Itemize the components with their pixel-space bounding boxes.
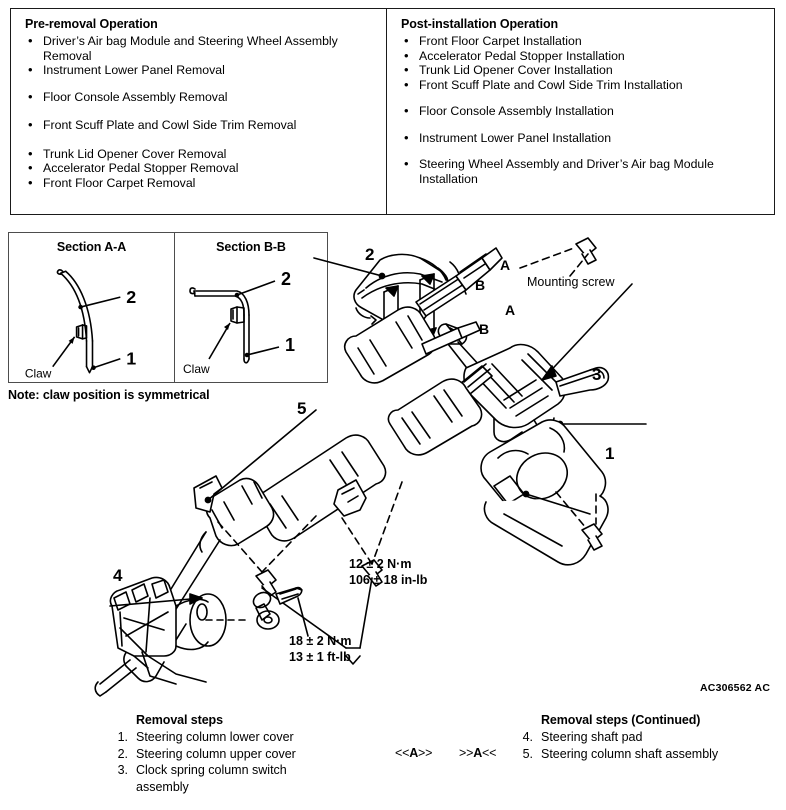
section-a-callout-1: 1 [126, 348, 137, 369]
mounting-screw-leader [542, 284, 632, 384]
list-item [23, 63, 376, 78]
list-item [399, 34, 764, 49]
pre-removal-operation-panel [11, 9, 387, 214]
step-index: 1. [117, 730, 128, 744]
removal-steps-right-column [508, 712, 778, 762]
list-item [108, 729, 348, 746]
pad-torque-imperial: 13 ± 1 ft-lb [289, 650, 351, 664]
section-marker-open: <<A>> [395, 746, 433, 760]
list-item [513, 746, 778, 763]
bullet-icon: • [28, 33, 33, 48]
bullet-icon: • [404, 47, 409, 63]
bullet-icon: • [404, 62, 409, 77]
list-item [23, 161, 376, 176]
list-item [23, 176, 376, 191]
bullet-icon: • [404, 129, 409, 145]
list-item [23, 147, 376, 162]
bullet-icon: • [28, 160, 33, 175]
mounting-screw-label: Mounting screw [527, 275, 615, 289]
removal-steps-title: Removal steps [136, 713, 223, 727]
list-item [108, 746, 348, 763]
bullet-icon: • [404, 103, 409, 118]
list-item-label: Instrument Lower Panel Removal [43, 63, 225, 77]
list-item-label: Accelerator Pedal Stopper Installation [419, 48, 625, 63]
list-item [108, 762, 348, 795]
step-index: 2. [117, 746, 128, 761]
post-installation-operation-panel [387, 9, 774, 214]
list-item-label: Front Floor Carpet Installation [419, 34, 582, 48]
list-item [399, 131, 764, 146]
list-item [23, 34, 376, 63]
list-item-label: Accelerator Pedal Stopper Removal [43, 161, 239, 175]
bullet-icon: • [28, 88, 33, 104]
operations-box [10, 8, 775, 215]
list-item-label: Front Scuff Plate and Cowl Side Trim Removal [43, 118, 297, 132]
pre-removal-title: Pre-removal Operation [25, 17, 158, 31]
section-a-a-title: Section A-A [56, 240, 127, 254]
step-label: Clock spring column switch [136, 763, 287, 777]
list-item [399, 63, 764, 78]
section-marker-a-bottom: A [505, 302, 516, 318]
bullet-icon: • [28, 117, 33, 132]
section-b-claw-label: Claw [183, 362, 210, 376]
bullet-icon: • [28, 174, 33, 190]
section-marker-b-top: B [475, 277, 486, 293]
section-b-callout-1: 1 [285, 335, 296, 355]
section-a-callout-2: 2 [126, 287, 137, 308]
list-item-label: Floor Console Assembly Removal [43, 89, 228, 104]
list-item [399, 104, 764, 119]
section-b-b-title: Section B-B [216, 240, 286, 254]
exploded-assembly-drawing [90, 232, 786, 702]
list-item-label: Trunk Lid Opener Cover Installation [419, 63, 613, 77]
removal-steps-continued-title: Removal steps (Continued) [541, 713, 701, 727]
step-label: Steering column shaft assembly [541, 746, 719, 761]
list-item-label: Trunk Lid Opener Cover Removal [43, 146, 227, 161]
list-item-label: Driver’s Air bag Module and Steering Wheel Assembly Removal [43, 34, 338, 63]
list-item [513, 729, 778, 746]
step-label: Steering column upper cover [136, 746, 296, 761]
removal-steps-continued-list [513, 729, 778, 762]
section-marker-a-top: A [500, 257, 511, 273]
pad-torque-metric: 18 ± 2 N·m [289, 634, 352, 648]
callout-5-label: 5 [297, 399, 307, 418]
step-label: Steering shaft pad [541, 730, 643, 744]
callout-4-label: 4 [113, 566, 123, 585]
list-item [399, 49, 764, 64]
section-a-claw-label: Claw [24, 366, 52, 381]
bullet-icon: • [28, 62, 33, 77]
bullet-icon: • [404, 76, 409, 92]
step-label-continued: assembly [136, 779, 189, 794]
step-label: Steering column lower cover [136, 730, 294, 744]
removal-steps-left-column [108, 712, 348, 795]
section-marker-open-letter: A [409, 746, 419, 760]
bullet-icon: • [28, 145, 33, 161]
step-index: 4. [522, 730, 533, 744]
post-installation-title: Post-installation Operation [401, 17, 559, 31]
section-b-callout-2: 2 [281, 269, 292, 289]
bullet-icon: • [404, 33, 409, 48]
post-installation-list [399, 34, 764, 186]
removal-steps-legend [0, 708, 786, 810]
section-marker-close-letter: A [473, 746, 483, 760]
pre-removal-list [23, 34, 376, 190]
removal-steps-list [108, 729, 348, 795]
bullet-icon: • [404, 156, 409, 171]
column-torque-imperial: 106 ± 18 in-lb [349, 573, 428, 587]
figure-code: AC306562 AC [700, 682, 771, 694]
callout-2-label: 2 [365, 245, 375, 264]
callout-1-label: 1 [605, 444, 615, 463]
list-item-label: Front Floor Carpet Removal [43, 175, 196, 190]
list-item [23, 90, 376, 105]
step-index: 3. [117, 763, 128, 777]
callout-3-label: 3 [592, 365, 602, 384]
list-item [23, 118, 376, 133]
section-marker-close: >>A<< [459, 746, 497, 760]
section-marker-b-bottom: B [479, 321, 490, 337]
list-item [399, 78, 764, 93]
symmetry-note: Note: claw position is symmetrical [8, 388, 210, 402]
column-torque-metric: 12 ± 2 N·m [349, 557, 412, 571]
step-index: 5. [522, 746, 533, 761]
list-item-label: Floor Console Assembly Installation [419, 104, 614, 118]
list-item-label: Instrument Lower Panel Installation [419, 130, 612, 145]
list-item [399, 157, 764, 186]
list-item-label: Steering Wheel Assembly and Driver’s Air bag Module Installation [419, 157, 714, 186]
list-item-label: Front Scuff Plate and Cowl Side Trim Installation [419, 77, 683, 92]
